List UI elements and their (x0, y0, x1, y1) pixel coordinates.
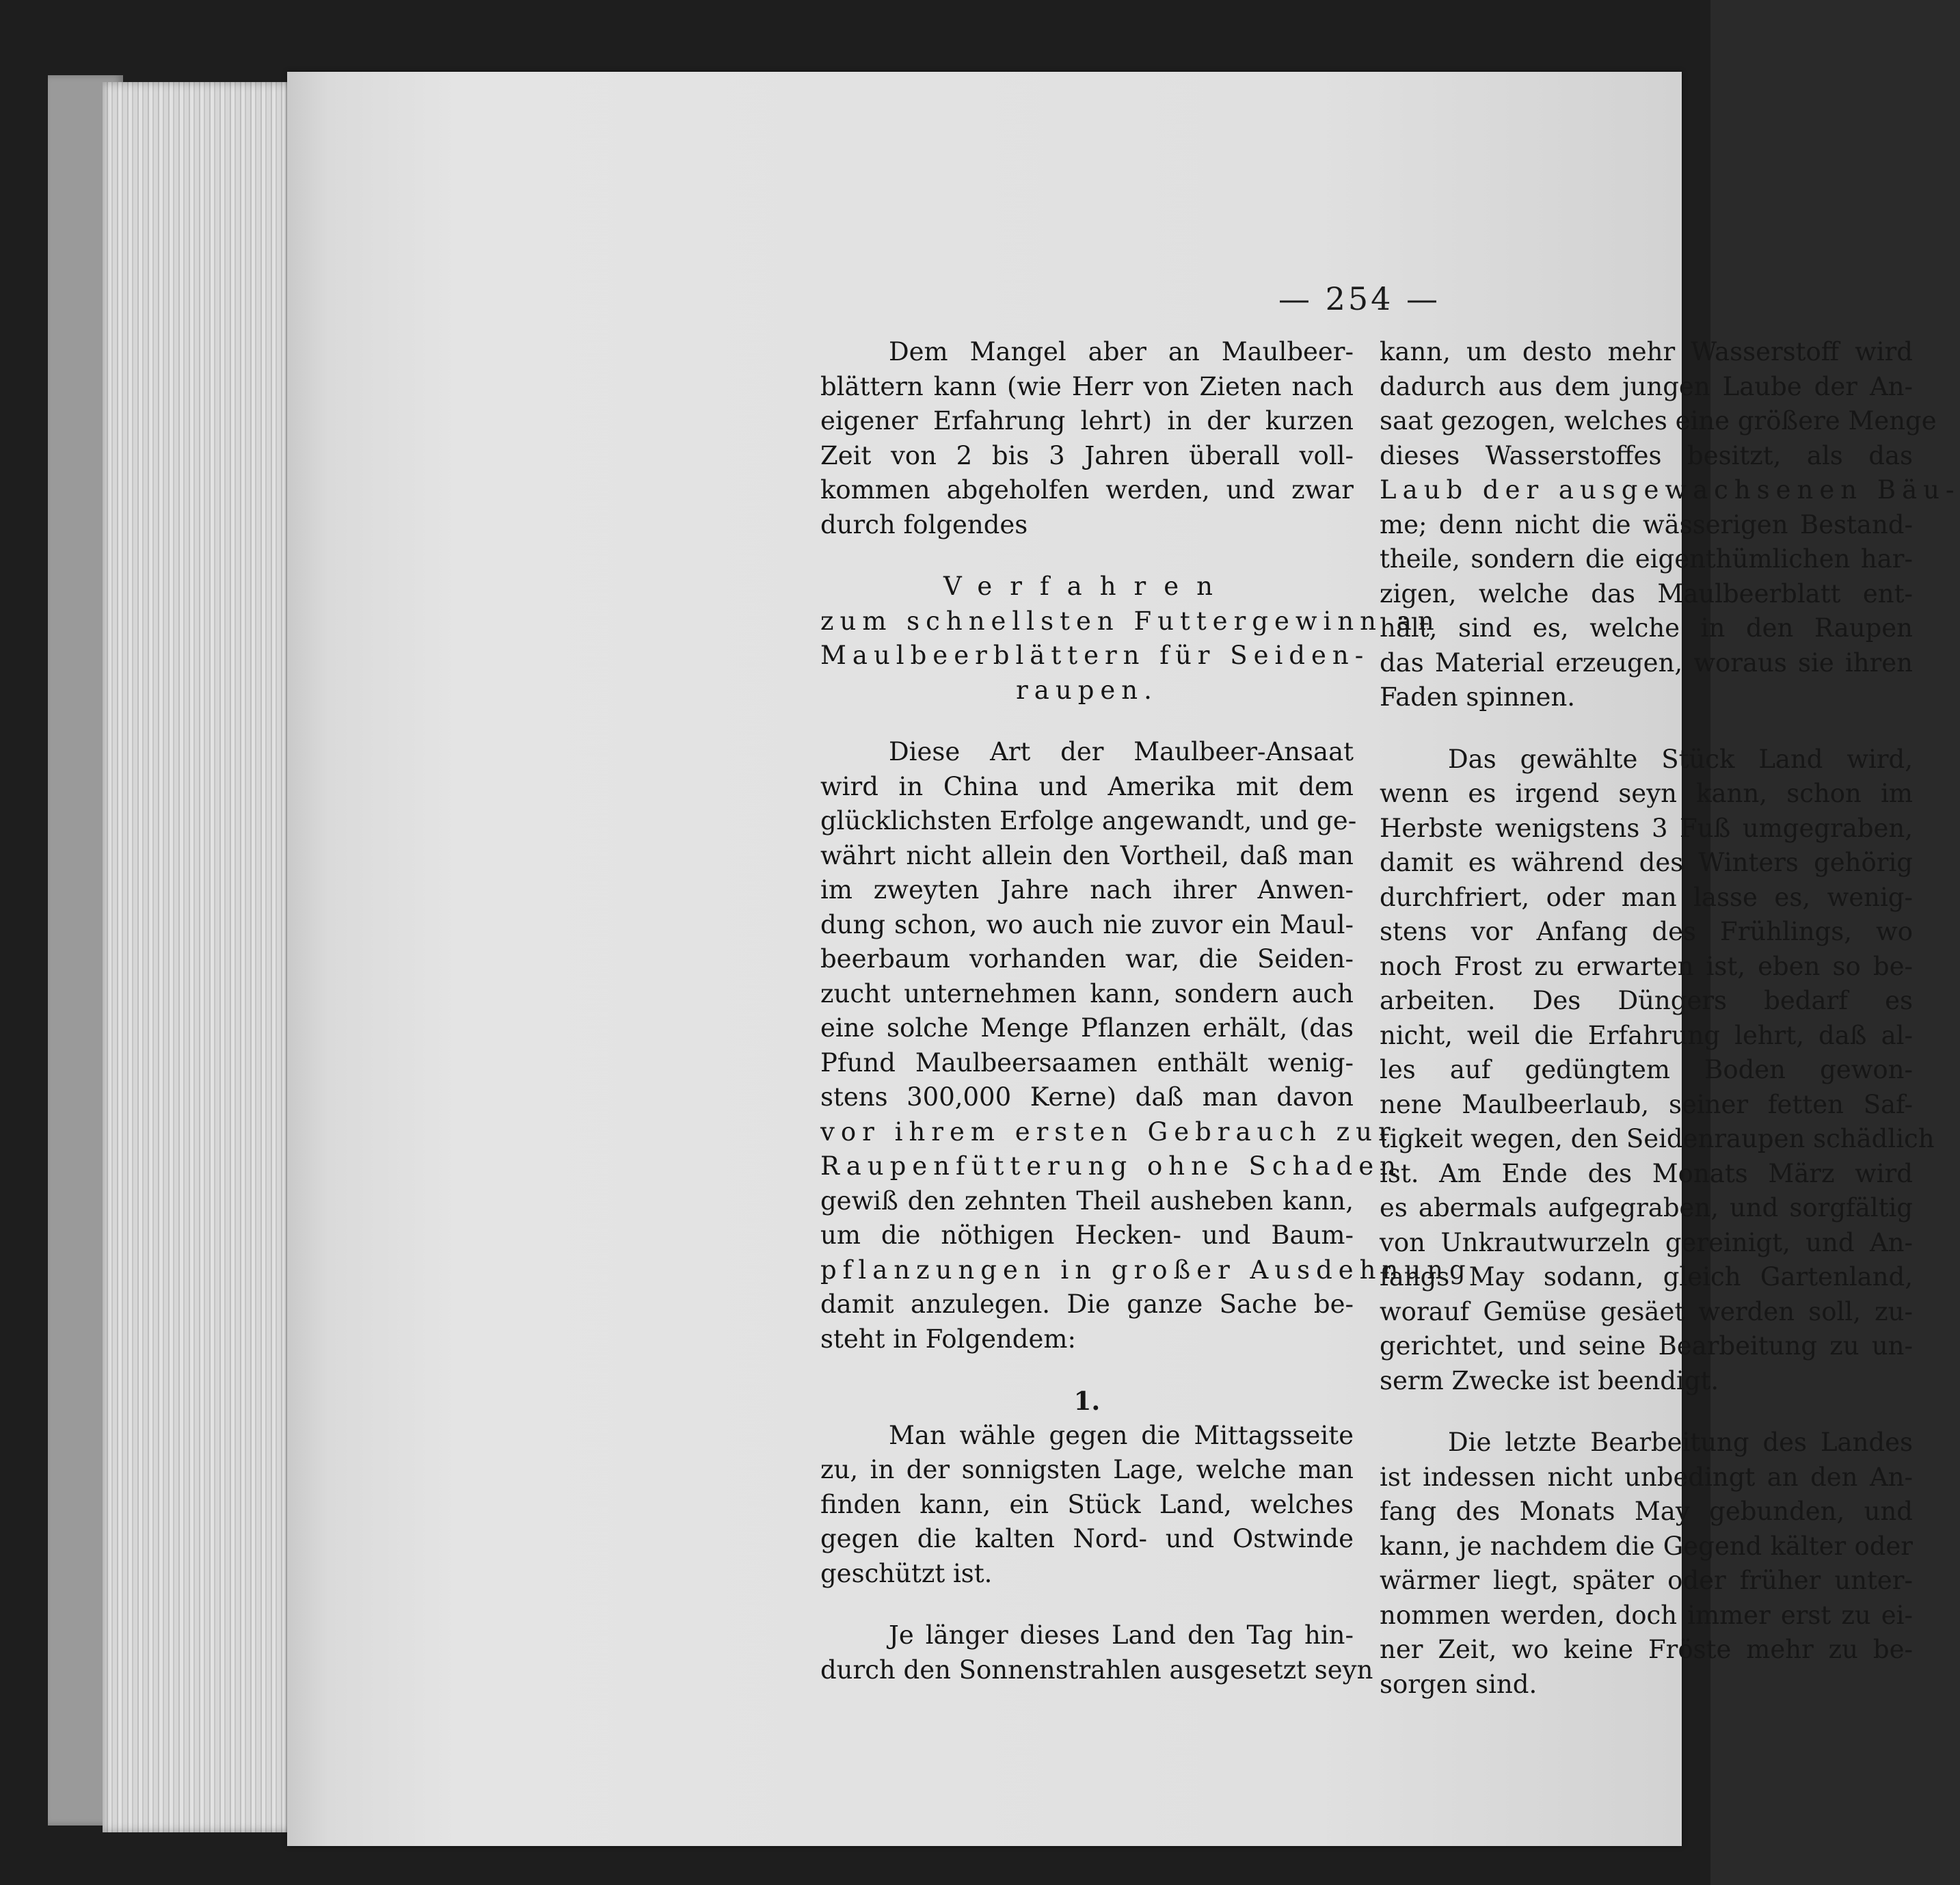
right-column-line: ner Zeit, wo keine Fröste mehr zu be- (1380, 1635, 1913, 1664)
left-column-line: Maulbeerblättern für Seiden- (820, 641, 1370, 670)
left-column-line: kommen abgeholfen werden, und zwar (820, 475, 1354, 505)
right-column-line: von Unkrautwurzeln gereinigt, und An- (1380, 1227, 1913, 1257)
right-column-line: les auf gedüngtem Boden gewon- (1380, 1055, 1913, 1084)
right-column-line: damit es während des Winters gehörig (1380, 848, 1913, 877)
left-column-line: gegen die kalten Nord- und Ostwinde (820, 1524, 1354, 1553)
paragraph-gap (820, 708, 1354, 735)
right-column-line: fangs May sodann, gleich Gartenland, (1380, 1262, 1913, 1292)
left-column-line: stens 300,000 Kerne) daß man davon (820, 1082, 1354, 1112)
left-column-line: vor ihrem ersten Gebrauch zur (820, 1117, 1397, 1147)
left-column-line: zucht unternehmen kann, sondern auch (820, 978, 1354, 1008)
paragraph-gap (820, 542, 1354, 570)
right-column-line: worauf Gemüse gesäet werden soll, zu- (1380, 1296, 1913, 1326)
right-column-line: nicht, weil die Erfahrung lehrt, daß al- (1380, 1020, 1913, 1050)
left-column-line: steht in Folgendem: (820, 1324, 1076, 1354)
right-column-line: ist indessen nicht unbedingt an den An- (1380, 1462, 1913, 1492)
right-column-line: noch Frost zu erwarten ist, eben so be- (1380, 951, 1913, 981)
right-column-line: hält, sind es, welche in den Raupen (1380, 613, 1913, 643)
left-column-line: Raupenfütterung ohne Schaden (820, 1151, 1402, 1181)
left-column-line: eigener Erfahrung lehrt) in der kurzen (820, 406, 1354, 436)
left-column-line: gewiß den zehnten Theil ausheben kann, (820, 1186, 1354, 1216)
right-column-line: stens vor Anfang des Frühlings, wo (1380, 917, 1913, 946)
right-text-column (1380, 335, 1960, 1702)
right-column-line: kann, um desto mehr Wasserstoff wird (1380, 337, 1913, 366)
page-number: — 254 — (1278, 280, 1441, 317)
left-column-line: währt nicht allein den Vortheil, daß man (820, 840, 1354, 870)
left-column-line: Man wähle gegen die Mittagsseite (889, 1420, 1354, 1450)
right-column-line: Laub der ausgewachsenen Bäu- (1380, 475, 1960, 505)
left-column-line: Dem Mangel aber an Maulbeer- (889, 337, 1354, 366)
right-column-line: dadurch aus dem jungen Laube der An- (1380, 371, 1913, 401)
right-column-line: me; denn nicht die wässerigen Bestand- (1380, 509, 1913, 539)
left-column-line: um die nöthigen Hecken- und Baum- (820, 1220, 1354, 1250)
right-column-line: wärmer liegt, später oder früher unter- (1380, 1566, 1913, 1595)
right-column-line: nene Maulbeerlaub, seiner fetten Saf- (1380, 1089, 1913, 1119)
right-column-line: tigkeit wegen, den Seidenraupen schädlich (1380, 1124, 1935, 1153)
right-column-line: wenn es irgend seyn kann, schon im (1380, 779, 1913, 808)
left-column-line: geschützt ist. (820, 1558, 993, 1588)
right-column-line: gerichtet, und seine Bearbeitung zu un- (1380, 1331, 1913, 1361)
left-column-line: im zweyten Jahre nach ihrer Anwen- (820, 875, 1354, 905)
right-column-line: Herbste wenigstens 3 Fuß umgegraben, (1380, 813, 1913, 843)
right-column-line: serm Zwecke ist beendigt. (1380, 1365, 1719, 1395)
right-column-line: Die letzte Bearbeitung des Landes (1448, 1428, 1913, 1457)
left-column-line: pflanzungen in großer Ausdehnung (820, 1255, 1472, 1285)
right-column-line: das Material erzeugen, woraus sie ihren (1380, 647, 1913, 678)
left-column-line: damit anzulegen. Die ganze Sache be- (820, 1289, 1354, 1319)
right-column-line: arbeiten. Des Düngers bedarf es (1380, 986, 1913, 1015)
left-column-line: zum schnellsten Futtergewinn an (820, 606, 1440, 636)
left-column-line: eine solche Menge Pflanzen erhält, (das (820, 1013, 1354, 1043)
right-column-line: durchfriert, oder man lasse es, wenig- (1380, 882, 1913, 912)
page-stack-edge (103, 82, 308, 1832)
section-heading: Verfahren (943, 572, 1231, 601)
right-column-line: Das gewählte Stück Land wird, (1448, 744, 1913, 774)
left-column-line: glücklichsten Erfolge angewandt, und ge- (820, 806, 1357, 835)
right-column-line: sorgen sind. (1380, 1669, 1538, 1699)
left-column-line: wird in China und Amerika mit dem (820, 771, 1354, 801)
left-column-line: zu, in der sonnigsten Lage, welche man (820, 1455, 1354, 1484)
paragraph-gap (820, 1356, 1354, 1384)
section-number: 1. (1073, 1386, 1101, 1416)
paragraph-gap (820, 1591, 1354, 1618)
paragraph-gap (1380, 715, 1913, 743)
right-column-line: saat gezogen, welches eine größere Menge (1380, 406, 1937, 436)
right-column-line: zigen, welche das Maulbeerblatt ent- (1380, 578, 1913, 609)
left-column-line: Pfund Maulbeersaamen enthält wenig- (820, 1047, 1354, 1078)
left-column-line: dung schon, wo auch nie zuvor ein Maul- (820, 909, 1354, 939)
left-column-line: Zeit von 2 bis 3 Jahren überall voll- (820, 440, 1354, 470)
left-text-column (820, 335, 1472, 1687)
right-column-line: theile, sondern die eigenthümlichen har- (1380, 544, 1913, 574)
right-column-line: dieses Wasserstoffes besitzt, als das (1380, 440, 1913, 470)
paragraph-gap (1380, 1398, 1913, 1426)
right-column-line: ist. Am Ende des Monats März wird (1380, 1158, 1913, 1188)
left-column-line: raupen. (1016, 675, 1158, 705)
right-column-line: es abermals aufgegraben, und sorgfältig (1380, 1193, 1913, 1222)
left-column-line: beerbaum vorhanden war, die Seiden- (820, 944, 1354, 974)
left-column-line: durch folgendes (820, 509, 1028, 539)
right-column-line: nommen werden, doch immer erst zu ei- (1380, 1600, 1913, 1630)
right-column-line: Faden spinnen. (1380, 682, 1576, 712)
left-column-line: blättern kann (wie Herr von Zieten nach (820, 371, 1354, 401)
right-column-line: kann, je nachdem die Gegend kälter oder (1380, 1531, 1913, 1561)
left-column-line: durch den Sonnenstrahlen ausgesetzt seyn (820, 1655, 1373, 1685)
right-column-line: fang des Monats May gebunden, und (1380, 1497, 1913, 1526)
left-column-line: Je länger dieses Land den Tag hin- (889, 1620, 1354, 1650)
left-column-line: finden kann, ein Stück Land, welches (820, 1489, 1354, 1519)
book-page (287, 72, 1960, 1846)
left-column-line: Diese Art der Maulbeer-Ansaat (889, 737, 1354, 766)
